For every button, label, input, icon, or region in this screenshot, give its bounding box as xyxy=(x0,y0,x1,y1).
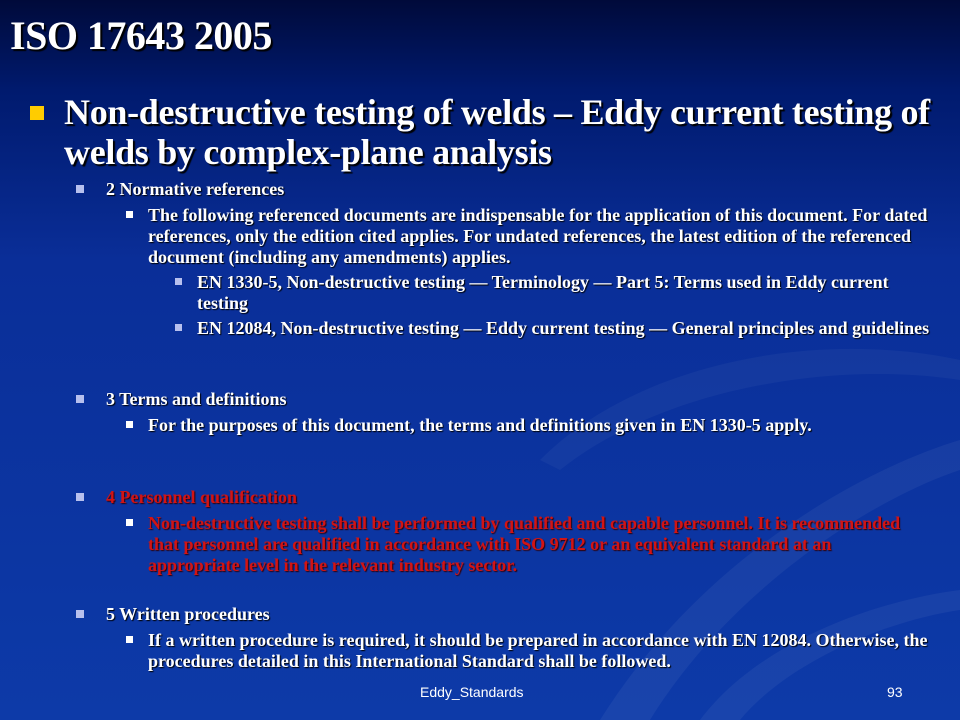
section-personnel-qualification xyxy=(106,487,926,508)
bullet-icon xyxy=(126,519,133,526)
section-paragraph: Non-destructive testing shall be performed by qualified and capable personnel. It is recommended that personnel are qualified in accordance with ISO 9712 or an equivalent standard at an appropriate level in the relevant industry sector. xyxy=(148,513,901,575)
bullet-icon xyxy=(76,493,84,501)
bullet-icon xyxy=(175,324,182,331)
main-bullet-item xyxy=(30,92,945,172)
page-number: 93 xyxy=(887,684,903,700)
reference-text: EN 1330-5, Non-destructive testing — Terminology — Part 5: Terms used in Eddy current testing xyxy=(197,272,889,313)
main-heading: Non-destructive testing of welds – Eddy current testing of welds by complex-plane analysis xyxy=(64,92,930,172)
section-heading: 2 Normative references xyxy=(106,179,285,199)
bullet-icon xyxy=(126,636,133,643)
slide-title: ISO 17643 2005 xyxy=(10,13,272,58)
section-normative-references xyxy=(106,179,926,200)
bullet-icon xyxy=(126,421,133,428)
section-text xyxy=(148,513,923,576)
section-heading: 4 Personnel qualification xyxy=(106,487,298,507)
bullet-icon xyxy=(76,185,84,193)
section-text xyxy=(148,630,938,672)
section-paragraph: The following referenced documents are indispensable for the application of this document. For dated references, only the edition cited applies. For undated references, the latest edition of the referenced document (including any amendments) applies. xyxy=(148,205,928,267)
section-heading: 3 Terms and definitions xyxy=(106,389,287,409)
reference-item xyxy=(197,272,917,314)
section-paragraph: If a written procedure is required, it should be prepared in accordance with EN 12084. Otherwise, the procedures detailed in this International Standard shall be followed. xyxy=(148,630,928,671)
reference-item xyxy=(197,318,932,339)
bullet-icon xyxy=(126,211,133,218)
section-written-procedures xyxy=(106,604,926,625)
reference-text: EN 12084, Non-destructive testing — Eddy current testing — General principles and guidelines xyxy=(197,318,930,338)
bullet-icon xyxy=(76,610,84,618)
main-bullet-icon xyxy=(30,106,44,120)
bullet-icon xyxy=(76,395,84,403)
section-paragraph: For the purposes of this document, the terms and definitions given in EN 1330-5 apply. xyxy=(148,415,812,435)
footer-label: Eddy_Standards xyxy=(420,684,524,700)
bullet-icon xyxy=(175,278,182,285)
section-text xyxy=(148,415,888,436)
section-text xyxy=(148,205,938,268)
section-terms-definitions xyxy=(106,389,926,410)
section-heading: 5 Written procedures xyxy=(106,604,270,624)
